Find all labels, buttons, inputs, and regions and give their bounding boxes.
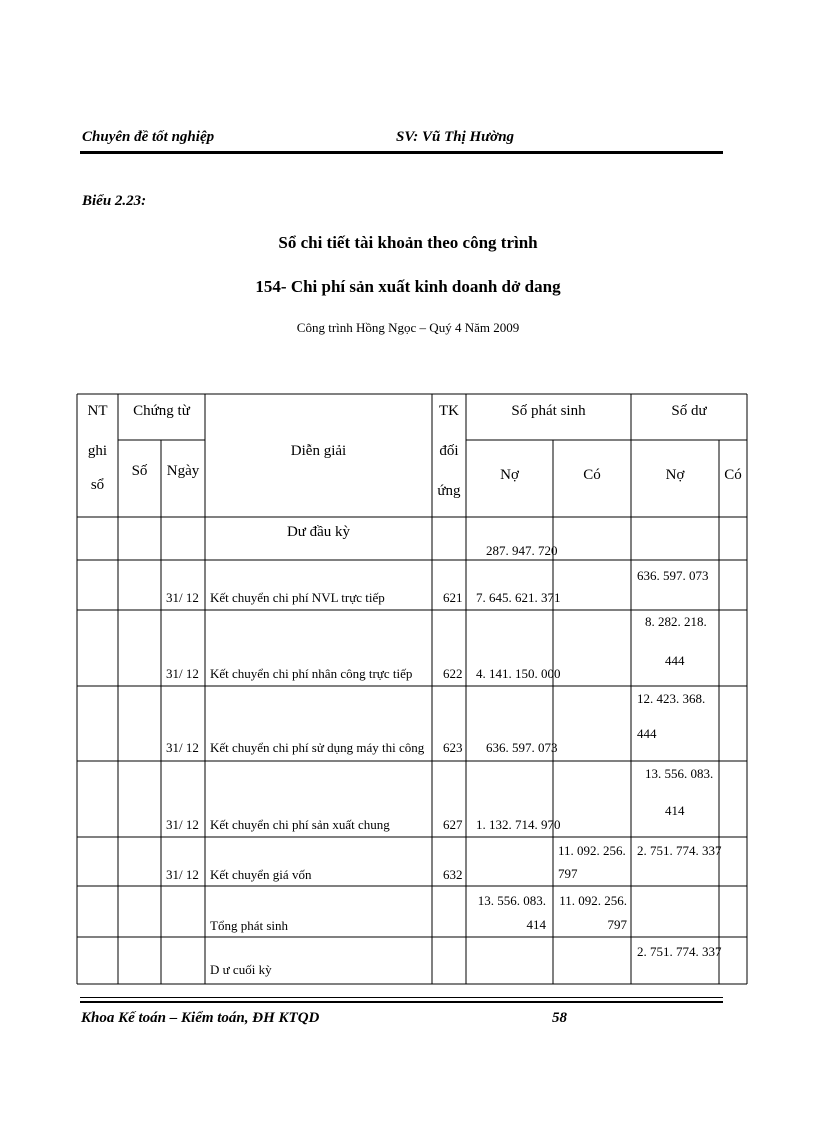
table-row-4-du-no-b: 414 (665, 803, 685, 818)
header-so-du: Số dư (671, 403, 707, 419)
project-subtitle: Công trình Hồng Ngọc – Quý 4 Năm 2009 (296, 320, 520, 335)
table-row-opening-ps-no: 287. 947. 720 (486, 543, 558, 558)
document-title: Sổ chi tiết tài khoản theo công trình (278, 233, 538, 252)
header-right-text: SV: Vũ Thị Hường (396, 129, 515, 145)
header-nt: NT (87, 403, 108, 419)
table-row-4-dien-giai: Kết chuyển chi phí sản xuất chung (210, 817, 390, 832)
table-row-3-ngay: 31/ 12 (166, 740, 199, 755)
table-row-5-ps-co-a: 11. 092. 256. (558, 843, 626, 858)
header-left-text: Chuyên đề tốt nghiệp (82, 129, 215, 145)
page-number: 58 (552, 1010, 567, 1026)
header-so-phat-sinh: Số phát sinh (511, 403, 586, 419)
header-du-no: Nợ (665, 467, 685, 483)
header-so-ghi: sổ (90, 477, 105, 493)
table-row-closing-du-no: 2. 751. 774. 337 (637, 944, 722, 959)
table-row-1-ngay: 31/ 12 (166, 590, 199, 605)
table-row-2-ngay: 31/ 12 (166, 666, 199, 681)
footer-rule-thick (80, 1001, 723, 1003)
table-row-5-ps-co-b: 797 (558, 866, 578, 881)
table-row-1-dien-giai: Kết chuyển chi phí NVL trực tiếp (210, 590, 385, 605)
table-row-closing-label: D ư cuối kỳ (210, 962, 272, 977)
figure-label: Biểu 2.23: (82, 193, 147, 209)
table-row-total-ps-co-b: 797 (607, 917, 627, 932)
table-row-1-tk: 621 (443, 590, 463, 605)
table-row-2-dien-giai: Kết chuyển chi phí nhân công trực tiếp (210, 666, 413, 681)
footer-rule-thin (80, 997, 723, 998)
table-row-total-ps-no-a: 13. 556. 083. (477, 893, 546, 908)
header-ps-no: Nợ (500, 467, 519, 483)
header-so: Số (131, 463, 148, 479)
table-row-3-tk: 623 (443, 740, 463, 755)
header-chung-tu: Chứng từ (133, 403, 190, 419)
table-row-4-ngay: 31/ 12 (166, 817, 199, 832)
table-row-2-ps-no: 4. 141. 150. 000 (476, 666, 561, 681)
table-row-5-du-no: 2. 751. 774. 337 (637, 843, 722, 858)
table-row-total-ps-co-a: 11. 092. 256. (559, 893, 627, 908)
header-tk: TK (439, 403, 459, 419)
table-row-2-du-no-a: 8. 282. 218. (645, 614, 707, 629)
table-row-1-ps-no: 7. 645. 621. 371 (476, 590, 561, 605)
table-row-4-tk: 627 (443, 817, 463, 832)
table-row-3-ps-no: 636. 597. 073 (486, 740, 558, 755)
table-row-3-dien-giai: Kết chuyển chi phí sử dụng máy thi công (210, 740, 425, 755)
header-ps-co: Có (583, 467, 601, 483)
header-du-co: Có (724, 467, 742, 483)
table-row-opening-label: Dư đầu kỳ (286, 524, 351, 540)
table-row-total-label: Tổng phát sinh (210, 918, 288, 933)
table-row-5-ngay: 31/ 12 (166, 867, 199, 882)
header-ngay: Ngày (166, 463, 200, 479)
header-ghi: ghi (87, 443, 108, 459)
table-row-total-ps-no-b: 414 (526, 917, 546, 932)
table-row-2-du-no-b: 444 (665, 653, 685, 668)
table-row-3-du-no-b: 444 (637, 726, 657, 741)
header-doi: đối (439, 443, 459, 459)
header-dien-giai: Diễn giải (290, 443, 347, 459)
table-row-4-du-no-a: 13. 556. 083. (645, 766, 714, 781)
account-title: 154- Chi phí sản xuất kinh doanh dở dang (255, 277, 561, 296)
table-row-3-du-no-a: 12. 423. 368. (637, 691, 706, 706)
table-row-1-du-no: 636. 597. 073 (637, 568, 709, 583)
header-ung: ứng (437, 483, 461, 499)
table-row-4-ps-no: 1. 132. 714. 970 (476, 817, 561, 832)
footer-faculty: Khoa Kế toán – Kiểm toán, ĐH KTQD (81, 1010, 320, 1026)
table-row-5-dien-giai: Kết chuyển giá vốn (210, 867, 312, 882)
table-row-2-tk: 622 (443, 666, 463, 681)
table-row-5-tk: 632 (443, 867, 463, 882)
